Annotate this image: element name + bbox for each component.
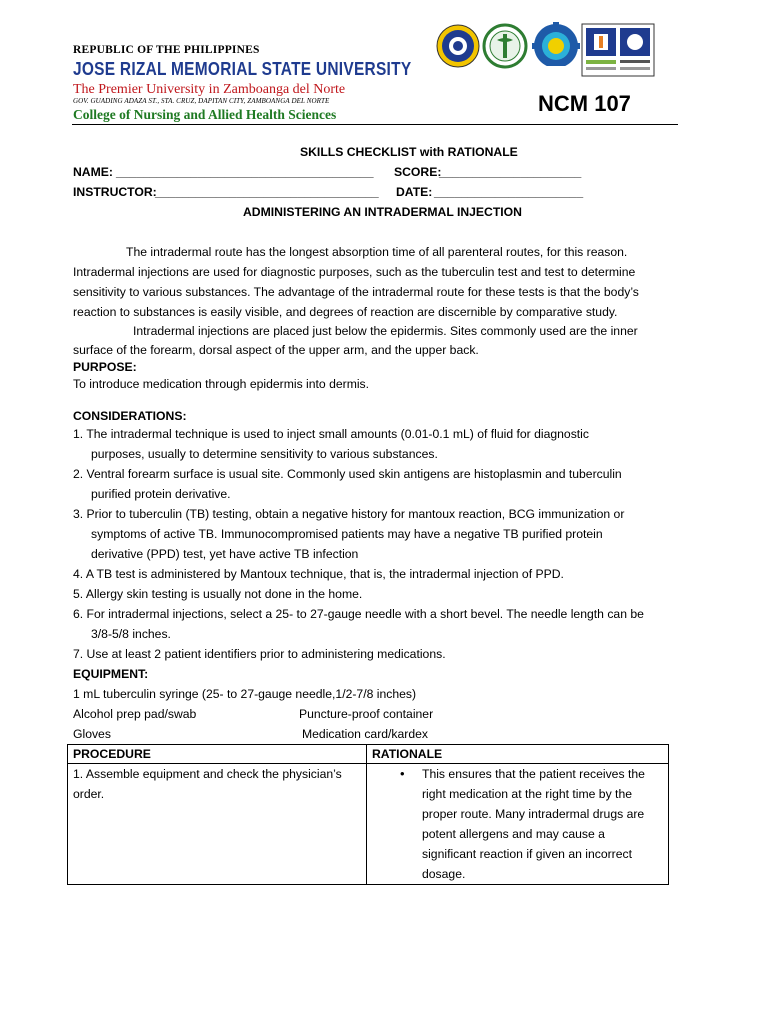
aaccup-seal-icon [532,22,580,72]
procedure-table [67,744,669,885]
consideration-line: purified protein derivative. [91,487,231,501]
procedure-line: 1. Assemble equipment and check the physician’s [73,767,342,781]
equipment-item: Medication card/kardex [302,727,428,741]
rationale-line: significant reaction if given an incorrect [422,847,633,861]
logo-strip [434,22,658,80]
intro-line: surface of the forearm, dorsal aspect of the upper arm, and the upper back. [73,343,479,357]
intro-line: The intradermal route has the longest absorption time of all parenteral routes, for this reason. [126,245,628,259]
table-header-row [68,745,669,764]
university-address: GOV. GUADING ADAZA ST., STA. CRUZ, DAPITAN CITY, ZAMBOANGA DEL NORTE [73,97,330,105]
consideration-line: 4. A TB test is administered by Mantoux technique, that is, the intradermal injection of PPD. [73,567,564,581]
consideration-line: purposes, usually to determine sensitivity to various substances. [91,447,438,461]
rationale-cell [367,764,669,885]
rationale-line: potent allergens and may cause a [422,827,605,841]
consideration-line: 2. Ventral forearm surface is usual site. Commonly used skin antigens are histoplasmin and tuberculin [73,467,622,481]
university-tagline: The Premier University in Zamboanga del Norte [73,82,346,97]
intro-line: sensitivity to various substances. The advantage of the intradermal route for these tests is that the body’s [73,285,639,299]
rationale-list [372,764,663,884]
university-seal-icon [437,25,479,67]
intro-line: Intradermal injections are placed just below the epidermis. Sites commonly used are the inner [133,324,638,338]
instructor-field[interactable]: _________________________________ [155,185,379,199]
name-label: NAME: [73,165,113,179]
equipment-item: Puncture-proof container [299,707,434,721]
university-name: JOSE RIZAL MEMORIAL STATE UNIVERSITY [73,59,412,79]
purpose-text: To introduce medication through epidermis into dermis. [73,377,370,391]
equipment-heading: EQUIPMENT: [73,667,149,681]
nursing-seal-icon [484,25,526,67]
consideration-line: 1. The intradermal technique is used to inject small amounts (0.01-0.1 mL) of fluid for diagnostic [73,427,589,441]
score-label: SCORE: [394,165,442,179]
course-code: NCM 107 [538,91,631,116]
name-field[interactable]: ______________________________________ [116,165,374,179]
procedure-column-header: PROCEDURE [68,745,367,764]
score-field[interactable]: _____________________ [439,165,582,179]
procedure-cell [68,764,367,885]
table-row [68,764,669,885]
date-field[interactable]: ______________________ [434,185,584,199]
form-title: SKILLS CHECKLIST with RATIONALE [300,145,518,159]
intro-line: Intradermal injections are used for diagnostic purposes, such as the tuberculin test and test to determine [73,265,636,279]
intro-line: reaction to substances is easily visible, and degrees of reaction are discernible by comparative study. [73,305,618,319]
procedure-line: order. [73,787,105,801]
iso-certification-icon [582,24,654,76]
rationale-line: proper route. Many intradermal drugs are [422,807,645,821]
republic-label: REPUBLIC OF THE PHILIPPINES [73,44,260,56]
equipment-syringe: 1 mL tuberculin syringe (25- to 27-gauge needle,1/2-7/8 inches) [73,687,417,701]
rationale-item [422,764,663,884]
consideration-line: 3. Prior to tuberculin (TB) testing, obtain a negative history for mantoux reaction, BCG immunization or [73,507,625,521]
consideration-line: 7. Use at least 2 patient identifiers prior to administering medications. [73,647,446,661]
rationale-line: dosage. [422,867,466,881]
considerations-heading: CONSIDERATIONS: [73,409,187,423]
college-name: College of Nursing and Allied Health Sciences [73,107,337,122]
equipment-item: Alcohol prep pad/swab [73,707,197,721]
procedure-title: ADMINISTERING AN INTRADERMAL INJECTION [243,205,522,219]
consideration-line: 6. For intradermal injections, select a 25- to 27-gauge needle with a short bevel. The needle length can be [73,607,644,621]
date-label: DATE: [396,185,433,199]
purpose-heading: PURPOSE: [73,360,137,374]
rationale-column-header: RATIONALE [367,745,669,764]
consideration-line: 5. Allergy skin testing is usually not done in the home. [73,587,363,601]
consideration-line: derivative (PPD) test, yet have active TB infection [91,547,359,561]
rationale-line: right medication at the right time by the [422,787,633,801]
equipment-item: Gloves [73,727,111,741]
rationale-line: • This ensures that the patient receives the [422,767,645,781]
header-divider [72,124,678,125]
instructor-label: INSTRUCTOR: [73,185,157,199]
consideration-line: 3/8-5/8 inches. [91,627,171,641]
consideration-line: symptoms of active TB. Immunocompromised patients may have a negative TB purified protein [91,527,603,541]
